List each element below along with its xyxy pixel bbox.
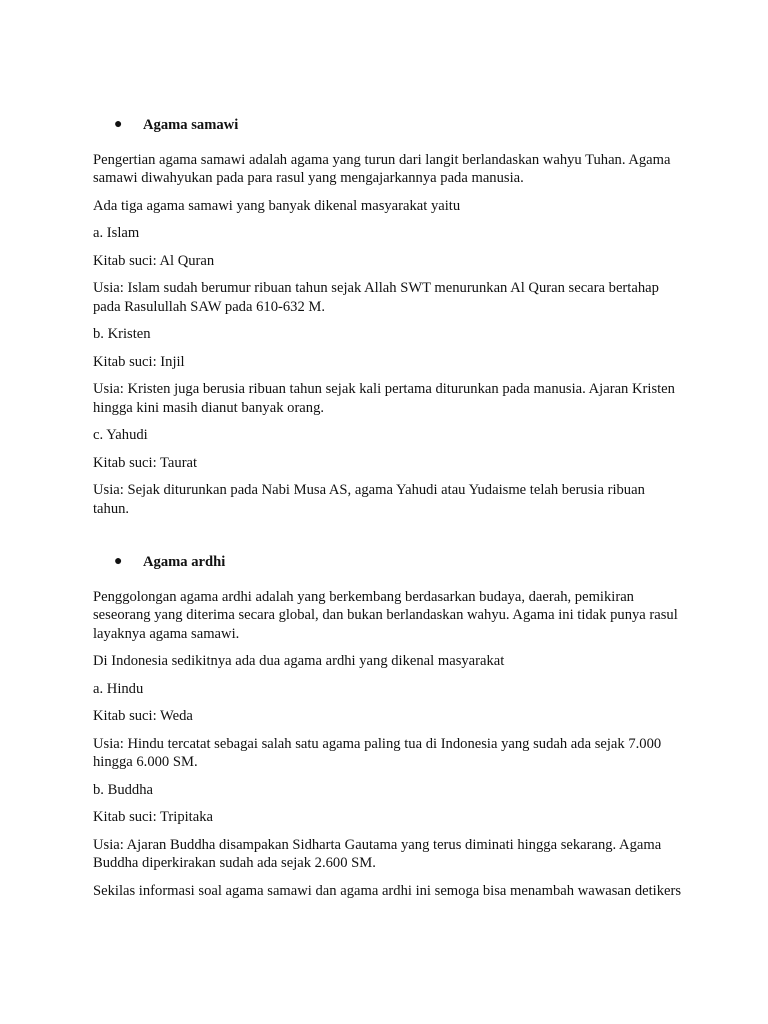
holy-book: Kitab suci: Weda [93, 708, 193, 724]
religion-age: Usia: Sejak diturunkan pada Nabi Musa AS, agama Yahudi atau Yudaisme telah berusia ribuan tahun. [93, 482, 645, 517]
holy-book: Kitab suci: Tripitaka [93, 809, 213, 825]
closing-paragraph: Sekilas informasi soal agama samawi dan agama ardhi ini semoga bisa menambah wawasan detikers [93, 882, 682, 899]
holy-book: Kitab suci: Injil [93, 353, 185, 370]
religion-name: a. Islam [93, 225, 140, 241]
section-heading-samawi [93, 116, 683, 135]
religion-age: Usia: Hindu tercatat sebagai salah satu agama paling tua di Indonesia yang sudah ada sejak 7.000 hingga 6.000 SM. [93, 735, 662, 770]
paragraph-intro: Ada tiga agama samawi yang banyak dikenal masyarakat yaitu [93, 197, 461, 214]
religion-name: b. Buddha [93, 781, 153, 798]
bullet-icon: ● [114, 117, 123, 132]
paragraph-definition: Penggolongan agama ardhi adalah yang berkembang berdasarkan budaya, daerah, pemikiran seseorang yang diterima secara global, dan bukan berlandaskan wahyu. Agama ini tidak punya rasul layaknya agama samawi. [93, 588, 678, 642]
holy-book: Kitab suci: Al Quran [93, 252, 215, 269]
religion-name: a. Hindu [93, 680, 144, 697]
religion-age: Usia: Islam sudah berumur ribuan tahun sejak Allah SWT menurunkan Al Quran secara bertahap pada Rasulullah SAW pada 610-632 M. [93, 280, 659, 315]
paragraph-definition: Pengertian agama samawi adalah agama yang turun dari langit berlandaskan wahyu Tuhan. Agama samawi diwahyukan pada para rasul yang mengajarkannya pada manusia. [93, 151, 671, 186]
holy-book: Kitab suci: Taurat [93, 454, 198, 471]
paragraph-intro: Di Indonesia sedikitnya ada dua agama ardhi yang dikenal masyarakat [93, 653, 505, 669]
section-spacer [93, 527, 683, 553]
document-content [93, 116, 683, 909]
religion-age: Usia: Kristen juga berusia ribuan tahun sejak kali pertama diturunkan pada manusia. Ajaran Kristen hingga kini masih dianut banyak orang. [93, 381, 675, 416]
section-heading-ardhi [93, 553, 683, 572]
heading-text: Agama samawi [143, 117, 239, 133]
bullet-icon: ● [114, 554, 123, 569]
religion-age: Usia: Ajaran Buddha disampakan Sidharta Gautama yang terus diminati hingga sekarang. Agama Buddha diperkirakan sudah ada sejak 2.600 SM. [93, 836, 662, 871]
religion-name: c. Yahudi [93, 427, 148, 443]
religion-name: b. Kristen [93, 326, 151, 342]
heading-text: Agama ardhi [143, 554, 226, 570]
